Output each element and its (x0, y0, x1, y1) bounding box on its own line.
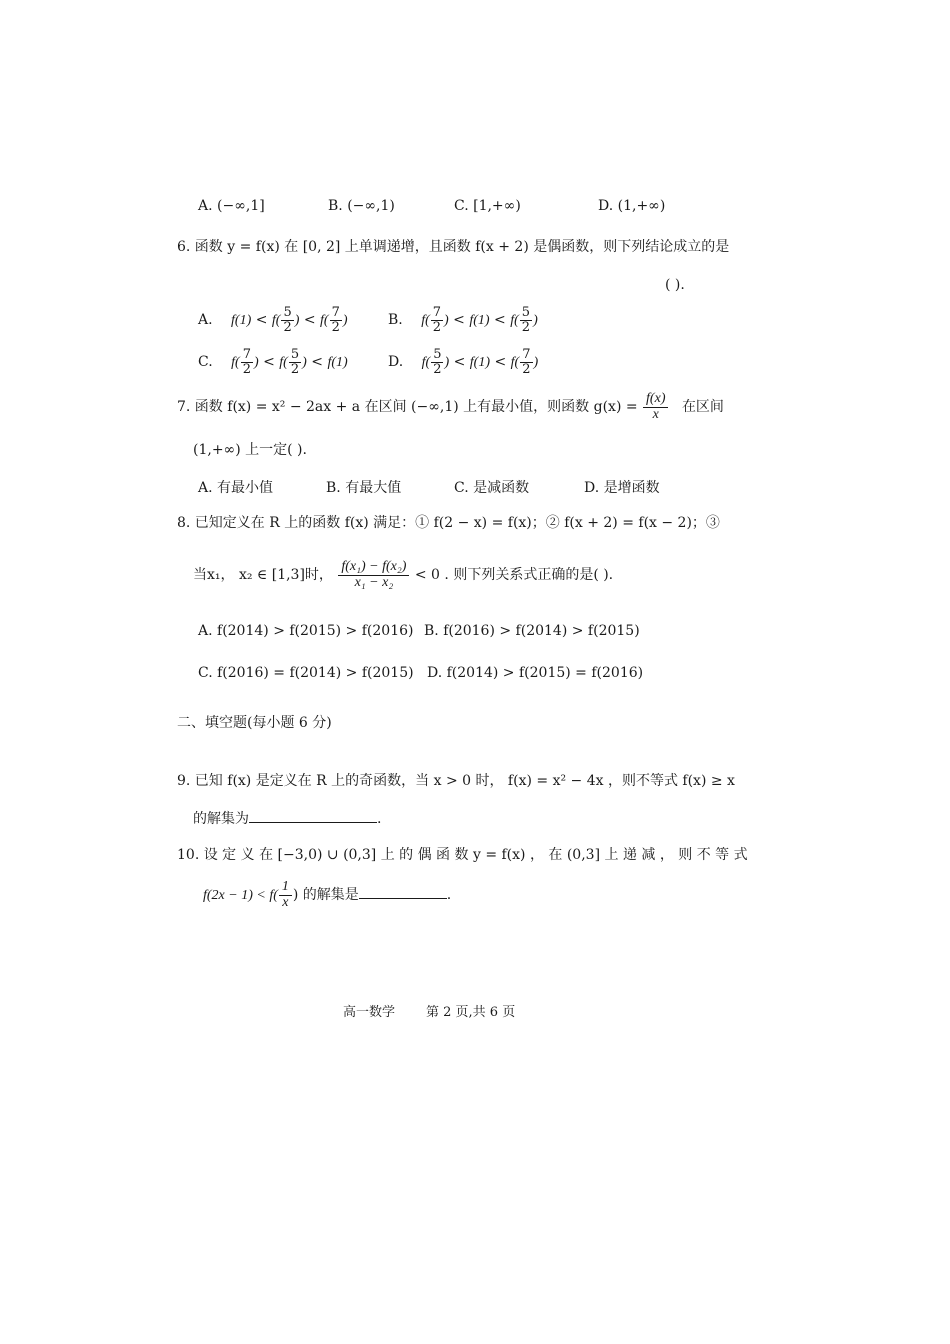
operator: < (453, 354, 466, 371)
fraction (431, 348, 443, 376)
q5-option-b: B. (−∞,1) (328, 198, 395, 214)
q8-option-c: C. f(2016) = f(2014) > f(2015) (198, 665, 414, 681)
section-title-fill-in: 二、填空题(每小题 6 分) (177, 715, 332, 731)
math-term: f(1) (469, 313, 490, 329)
denominator: 2 (283, 319, 292, 335)
fraction (520, 306, 532, 334)
fraction (241, 348, 253, 376)
q8-condition: 当x₁， x₂ ∈ [1,3]时， (193, 567, 333, 584)
q8-option-a: A. f(2014) > f(2015) > f(2016) (198, 623, 414, 639)
math-term: ) (302, 355, 307, 371)
option-label: C. (198, 354, 213, 371)
q9-line2 (193, 812, 381, 826)
operator: < (494, 354, 507, 371)
math-term: ) (444, 355, 450, 371)
q6-option-d (388, 348, 538, 376)
q7-fraction (643, 392, 668, 422)
fraction (431, 306, 443, 334)
q8-stem-line1: 8. 已知定义在 R 上的函数 f(x) 满足：① f(2 − x) = f(x)；② f(x + 2) = f(x − 2)；③ (177, 515, 720, 531)
q10-line2 (203, 880, 451, 910)
q7-stem-line2: (1,+∞) 上一定( ). (193, 442, 307, 458)
denominator: x₁ − x₂ (354, 574, 394, 590)
denominator: 2 (331, 319, 340, 335)
q6-option-b (388, 306, 538, 334)
q7-stem-line1 (177, 392, 724, 422)
fraction (289, 348, 301, 376)
operator: < (255, 312, 268, 329)
denominator: x (652, 406, 659, 422)
denominator: 2 (433, 361, 442, 377)
option-label: B. (388, 312, 403, 329)
q10-inequality-lhs: f(2x − 1) < f( (203, 888, 278, 904)
math-term: ) (533, 355, 539, 371)
denominator: 2 (290, 361, 300, 377)
math-term: ) (342, 313, 348, 329)
footer-subject: 高一数学 (343, 1005, 396, 1020)
q6-option-c (198, 348, 348, 376)
numerator: f(x₁) − f(x₂) (338, 560, 409, 576)
q7-option-b: B. 有最大值 (326, 480, 402, 496)
q10-line1: 10. 设 定 义 在 [−3,0) ∪ (0,3] 上 的 偶 函 数 y = f(x) ， 在 (0,3] 上 递 减 ， 则 不 等 式 (177, 847, 748, 863)
q7-option-a: A. 有最小值 (198, 480, 274, 496)
q8-option-b: B. f(2016) > f(2014) > f(2015) (424, 623, 640, 639)
math-term: f( (421, 313, 430, 329)
numerator: 7 (331, 305, 340, 320)
q7-option-d: D. 是增函数 (584, 480, 660, 496)
numerator: 7 (432, 305, 442, 320)
fraction (330, 306, 342, 334)
fraction (520, 348, 532, 376)
math-term: f( (279, 355, 288, 371)
q5-option-d: D. (1,+∞) (598, 198, 666, 214)
math-term: f(1) (327, 355, 348, 371)
math-term: f( (271, 313, 281, 329)
operator: < (453, 312, 465, 329)
q7-stem-text: 7. 函数 f(x) = x² − 2ax + a 在区间 (−∞,1) 上有最小值，则函数 g(x) = (177, 399, 638, 416)
q6-stem: 6. 函数 y = f(x) 在 [0, 2] 上单调递增，且函数 f(x + 2) 是偶函数，则下列结论成立的是 (177, 239, 730, 255)
operator: < (494, 312, 506, 329)
numerator: 5 (521, 305, 531, 320)
q9-answer-prompt: 的解集为 (193, 811, 249, 827)
q10-answer-blank (359, 897, 447, 899)
q10-fraction (279, 880, 292, 910)
denominator: 2 (242, 361, 251, 377)
numerator: 5 (283, 305, 292, 320)
operator: < (311, 354, 323, 371)
numerator: 1 (279, 880, 292, 896)
q7-stem-text-2: 在区间 (681, 399, 724, 416)
q7-option-c: C. 是减函数 (454, 480, 530, 496)
math-term: f( (510, 355, 520, 371)
operator: < (263, 354, 275, 371)
q10-period: . (446, 887, 452, 904)
option-label: A. (198, 312, 213, 329)
math-term: ) (253, 355, 259, 371)
q8-fraction (338, 560, 409, 590)
math-term: ) (294, 313, 300, 329)
math-term: ) (444, 313, 449, 329)
q6-option-a (198, 306, 348, 334)
q5-option-c: C. [1,+∞) (454, 198, 521, 214)
denominator: 2 (522, 361, 531, 377)
q10-answer-prompt: ) 的解集是 (292, 887, 359, 904)
math-term: ) (533, 313, 538, 329)
q8-option-d: D. f(2014) > f(2015) = f(2016) (427, 665, 644, 681)
numerator: 5 (290, 347, 300, 362)
q8-condition-end: < 0 . 则下列关系式正确的是( ). (414, 567, 614, 584)
math-term: f( (231, 355, 240, 371)
fraction (281, 306, 293, 334)
q9-period: . (377, 811, 382, 827)
q5-option-a: A. (−∞,1] (198, 198, 265, 214)
math-term: f( (320, 313, 329, 329)
math-term: f(1) (469, 355, 491, 371)
numerator: 5 (433, 347, 442, 362)
q6-answer-paren: ( ). (665, 277, 685, 293)
numerator: 7 (242, 347, 251, 362)
math-term: f( (421, 355, 431, 371)
option-label: D. (388, 354, 404, 371)
q9-answer-blank (249, 821, 377, 823)
q8-stem-line2 (193, 560, 613, 590)
operator: < (303, 312, 316, 329)
numerator: 7 (522, 347, 531, 362)
math-term: f( (510, 313, 519, 329)
math-term: f(1) (231, 313, 252, 329)
denominator: 2 (521, 319, 531, 335)
denominator: 2 (432, 319, 442, 335)
footer-page-number: 第 2 页,共 6 页 (426, 1005, 516, 1020)
denominator: x (282, 894, 289, 910)
numerator: f(x) (643, 392, 668, 408)
q9-line1: 9. 已知 f(x) 是定义在 R 上的奇函数，当 x > 0 时， f(x) = x² − 4x ，则不等式 f(x) ≥ x (177, 773, 735, 789)
